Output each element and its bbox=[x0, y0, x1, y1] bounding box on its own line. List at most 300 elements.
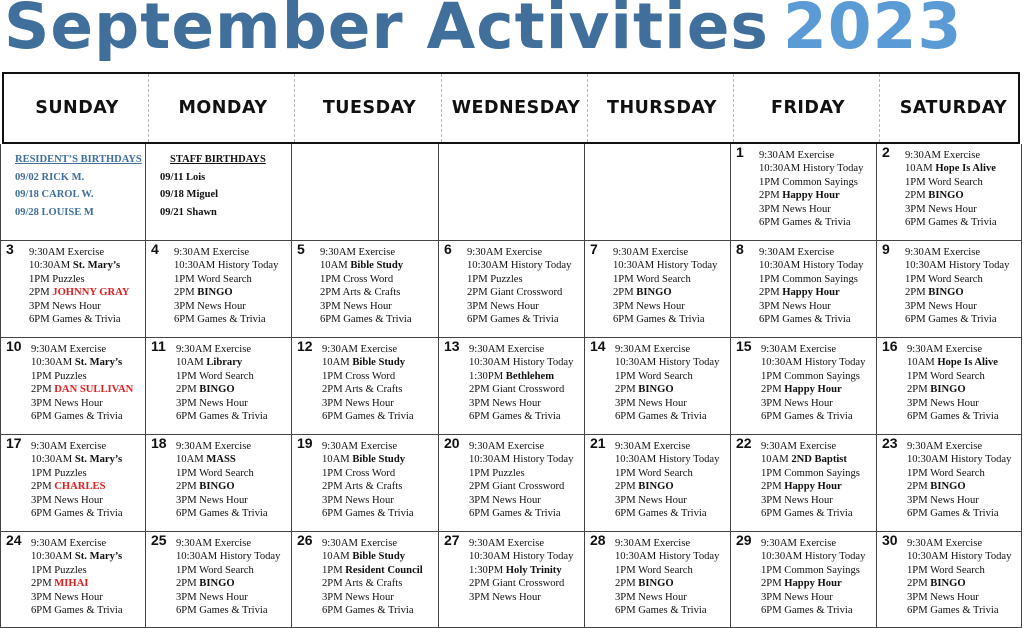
activity bbox=[469, 537, 582, 550]
day-cell bbox=[731, 338, 877, 435]
activity-text: 6PM Games & Trivia bbox=[29, 314, 121, 326]
activity-text: 9:30AM Exercise bbox=[29, 247, 105, 258]
day-cell bbox=[292, 338, 439, 435]
activity-text: 1PM Cross Word bbox=[320, 273, 394, 285]
activity-text: 2PM Giant Crossword bbox=[469, 384, 565, 396]
activity-text: 1PM bbox=[322, 564, 346, 576]
activity bbox=[905, 259, 1019, 272]
day-cell bbox=[146, 241, 292, 338]
activity-text: 1PM Word Search bbox=[176, 370, 254, 382]
activity bbox=[759, 286, 874, 299]
activity bbox=[320, 286, 436, 299]
activity-text: 6PM Games & Trivia bbox=[322, 508, 414, 520]
activity bbox=[761, 397, 874, 410]
activity bbox=[322, 356, 436, 369]
day-number: 23 bbox=[882, 435, 898, 451]
activity bbox=[759, 203, 874, 216]
featured-activity: BINGO bbox=[928, 287, 964, 299]
day-number: 27 bbox=[444, 532, 460, 548]
activity bbox=[761, 507, 874, 520]
activity-text: 1PM Word Search bbox=[174, 273, 252, 285]
activity bbox=[31, 507, 143, 520]
activity-text: 9:30AM Exercise bbox=[31, 344, 107, 355]
activity-list bbox=[31, 343, 143, 423]
featured-activity: MASS bbox=[206, 454, 236, 466]
day-number: 14 bbox=[590, 338, 606, 354]
activity-text: 1PM Word Search bbox=[176, 467, 254, 479]
day-cell bbox=[439, 532, 585, 628]
weekday-separator bbox=[441, 74, 442, 142]
activity bbox=[174, 273, 289, 286]
activity bbox=[615, 550, 728, 563]
activity-text: 2PM Giant Crossword bbox=[467, 287, 563, 299]
staff-birthdays bbox=[160, 151, 266, 221]
activity-text: 2PM bbox=[174, 287, 198, 299]
activity bbox=[761, 410, 874, 423]
day-cell bbox=[439, 435, 585, 532]
activity bbox=[615, 467, 728, 480]
activity-text: 1PM Puzzles bbox=[31, 564, 87, 576]
activity-text: 1PM Word Search bbox=[905, 273, 983, 285]
day-number: 18 bbox=[151, 435, 167, 451]
activity-text: 1PM Word Search bbox=[615, 564, 693, 576]
weekday-tuesday: TUESDAY bbox=[322, 98, 417, 118]
activity bbox=[29, 259, 143, 272]
activity bbox=[615, 577, 728, 590]
activity-text: 2PM bbox=[907, 384, 931, 396]
activity bbox=[469, 356, 582, 369]
activity-list bbox=[761, 343, 874, 423]
activity-text: 2PM bbox=[759, 190, 783, 202]
activity bbox=[905, 300, 1019, 313]
activity-text: 6PM Games & Trivia bbox=[176, 508, 268, 520]
activity-text: 10:30AM History Today bbox=[613, 260, 718, 272]
activity-text: 10:30AM History Today bbox=[615, 551, 720, 563]
activity bbox=[761, 467, 874, 480]
day-cell bbox=[0, 532, 146, 628]
activity-text: 10:30AM History Today bbox=[615, 357, 720, 369]
activity bbox=[322, 507, 436, 520]
activity-list bbox=[907, 537, 1019, 617]
activity-text: 3PM News Hour bbox=[174, 300, 246, 312]
activity bbox=[176, 440, 289, 453]
activity bbox=[615, 604, 728, 617]
activity bbox=[907, 343, 1019, 356]
day-cell bbox=[731, 435, 877, 532]
activity bbox=[176, 383, 289, 396]
activity bbox=[467, 273, 582, 286]
empty-day-cell bbox=[292, 144, 439, 241]
activity bbox=[759, 246, 874, 259]
activity-list bbox=[322, 440, 436, 520]
activity-text: 10:30AM bbox=[31, 551, 75, 563]
activity bbox=[469, 591, 582, 604]
activity-text: 3PM News Hour bbox=[905, 300, 977, 312]
activity bbox=[907, 577, 1019, 590]
activity-text: 10AM bbox=[322, 551, 353, 563]
day-cell bbox=[292, 532, 439, 628]
activity-text: 1:30PM bbox=[469, 564, 506, 576]
activity-list bbox=[176, 343, 289, 423]
day-number: 2 bbox=[882, 144, 890, 160]
activity-text: 2PM bbox=[907, 578, 931, 590]
activity-text: 10AM bbox=[905, 163, 936, 175]
featured-activity: St. Mary’s bbox=[74, 551, 123, 563]
activity-text: 9:30AM Exercise bbox=[469, 538, 545, 549]
activity bbox=[469, 343, 582, 356]
activity-list bbox=[322, 537, 436, 617]
activity bbox=[469, 383, 582, 396]
activity bbox=[905, 149, 1019, 162]
activity-text: 3PM News Hour bbox=[761, 397, 833, 409]
day-number: 13 bbox=[444, 338, 460, 354]
featured-activity: BINGO bbox=[199, 481, 235, 493]
activity-text: 3PM News Hour bbox=[615, 591, 687, 603]
activity bbox=[469, 507, 582, 520]
activity bbox=[759, 162, 874, 175]
activity bbox=[322, 537, 436, 550]
activity-text: 2PM Arts & Crafts bbox=[320, 287, 401, 299]
activity-list bbox=[761, 440, 874, 520]
activity-text: 3PM News Hour bbox=[31, 591, 103, 603]
activity bbox=[31, 410, 143, 423]
activity-text: 1PM Puzzles bbox=[31, 467, 87, 479]
featured-activity: Bible Study bbox=[352, 551, 406, 563]
activity bbox=[467, 246, 582, 259]
activity bbox=[761, 370, 874, 383]
featured-activity: Library bbox=[206, 357, 243, 369]
activity bbox=[907, 550, 1019, 563]
activity bbox=[905, 216, 1019, 229]
activity bbox=[31, 440, 143, 453]
activity bbox=[29, 313, 143, 326]
featured-activity: BINGO bbox=[930, 384, 966, 396]
activity bbox=[322, 440, 436, 453]
activity-text: 9:30AM Exercise bbox=[320, 247, 396, 258]
day-number: 5 bbox=[297, 241, 305, 257]
activity bbox=[176, 494, 289, 507]
day-cell bbox=[292, 241, 439, 338]
activity-text: 9:30AM Exercise bbox=[174, 247, 250, 258]
activity bbox=[907, 467, 1019, 480]
activity-text: 3PM News Hour bbox=[29, 300, 101, 312]
activity-text: 10:30AM History Today bbox=[615, 454, 720, 466]
staff-birthday-cell bbox=[146, 144, 292, 241]
activity bbox=[613, 313, 728, 326]
day-number: 26 bbox=[297, 532, 313, 548]
activity bbox=[176, 370, 289, 383]
day-number: 8 bbox=[736, 241, 744, 257]
activity-text: 2PM Arts & Crafts bbox=[322, 384, 403, 396]
activity-text: 9:30AM Exercise bbox=[467, 247, 543, 258]
featured-activity: St. Mary’s bbox=[72, 260, 121, 272]
activity bbox=[31, 356, 143, 369]
activity bbox=[469, 410, 582, 423]
activity-text: 2PM bbox=[615, 481, 639, 493]
resident-birthday: 09/02 RICK M. bbox=[15, 171, 85, 183]
weekday-thursday: THURSDAY bbox=[607, 98, 717, 118]
featured-activity: BINGO bbox=[638, 578, 674, 590]
title-main: September Activities bbox=[4, 0, 769, 63]
activity bbox=[907, 410, 1019, 423]
activity-text: 1PM Common Sayings bbox=[761, 467, 860, 479]
activity bbox=[759, 313, 874, 326]
day-number: 10 bbox=[6, 338, 22, 354]
activity-text: 6PM Games & Trivia bbox=[613, 314, 705, 326]
activity-text: 1PM Word Search bbox=[176, 564, 254, 576]
activity bbox=[31, 467, 143, 480]
activity-list bbox=[759, 149, 874, 229]
staff-birthday: 09/21 Shawn bbox=[160, 206, 217, 218]
activity-text: 10:30AM History Today bbox=[905, 260, 1010, 272]
activity bbox=[761, 564, 874, 577]
activity-text: 3PM News Hour bbox=[322, 397, 394, 409]
day-number: 1 bbox=[736, 144, 744, 160]
activity bbox=[322, 494, 436, 507]
featured-activity: Bible Study bbox=[352, 454, 406, 466]
activity bbox=[469, 577, 582, 590]
activity bbox=[176, 604, 289, 617]
activity bbox=[469, 397, 582, 410]
day-cell bbox=[585, 435, 731, 532]
activity bbox=[174, 259, 289, 272]
activity bbox=[29, 300, 143, 313]
activity-text: 9:30AM Exercise bbox=[469, 441, 545, 452]
activity-text: 3PM News Hour bbox=[31, 494, 103, 506]
weekday-sunday: SUNDAY bbox=[35, 98, 119, 118]
activity-text: 3PM News Hour bbox=[615, 397, 687, 409]
day-number: 25 bbox=[151, 532, 167, 548]
calendar-grid bbox=[0, 144, 1022, 628]
activity-text: 2PM Giant Crossword bbox=[469, 481, 565, 493]
activity-text: 6PM Games & Trivia bbox=[31, 508, 123, 520]
activity bbox=[174, 300, 289, 313]
activity-list bbox=[469, 440, 582, 520]
activity-text: 2PM Giant Crossword bbox=[469, 578, 565, 590]
activity-list bbox=[615, 440, 728, 520]
activity-text: 1PM Common Sayings bbox=[759, 176, 858, 188]
activity bbox=[615, 507, 728, 520]
featured-activity: Hope Is Alive bbox=[935, 163, 996, 175]
activity-text: 3PM News Hour bbox=[322, 591, 394, 603]
activity-text: 2PM Arts & Crafts bbox=[322, 481, 403, 493]
activity-text: 2PM bbox=[761, 578, 785, 590]
activity bbox=[176, 480, 289, 493]
activity bbox=[615, 343, 728, 356]
activity-text: 2PM bbox=[759, 287, 783, 299]
activity-text: 6PM Games & Trivia bbox=[176, 411, 268, 423]
activity bbox=[176, 507, 289, 520]
featured-activity: BINGO bbox=[636, 287, 672, 299]
day-number: 9 bbox=[882, 241, 890, 257]
activity-text: 3PM News Hour bbox=[320, 300, 392, 312]
activity bbox=[322, 591, 436, 604]
activity-text: 6PM Games & Trivia bbox=[759, 314, 851, 326]
activity-text: 9:30AM Exercise bbox=[615, 538, 691, 549]
activity-text: 6PM Games & Trivia bbox=[31, 411, 123, 423]
activity-text: 10AM bbox=[907, 357, 938, 369]
activity bbox=[31, 537, 143, 550]
activity bbox=[905, 246, 1019, 259]
activity-text: 2PM Arts & Crafts bbox=[322, 578, 403, 590]
featured-activity: BINGO bbox=[638, 384, 674, 396]
activity bbox=[761, 383, 874, 396]
activity-text: 1PM Word Search bbox=[907, 564, 985, 576]
day-cell bbox=[585, 532, 731, 628]
activity-text: 10AM bbox=[176, 357, 207, 369]
activity-text: 2PM bbox=[615, 578, 639, 590]
day-number: 3 bbox=[6, 241, 14, 257]
activity-text: 1PM Cross Word bbox=[322, 370, 396, 382]
birthday-cell bbox=[0, 144, 146, 241]
activity bbox=[615, 383, 728, 396]
activity-text: 9:30AM Exercise bbox=[176, 441, 252, 452]
activity-text: 3PM News Hour bbox=[176, 591, 248, 603]
featured-performer: DAN SULLIVAN bbox=[54, 384, 134, 396]
activity bbox=[615, 564, 728, 577]
activity bbox=[31, 343, 143, 356]
activity-text: 1PM Word Search bbox=[613, 273, 691, 285]
activity bbox=[176, 343, 289, 356]
day-number: 24 bbox=[6, 532, 22, 548]
activity-text: 9:30AM Exercise bbox=[905, 247, 981, 258]
day-cell bbox=[146, 532, 292, 628]
activity bbox=[322, 383, 436, 396]
activity-list bbox=[613, 246, 728, 326]
activity bbox=[322, 467, 436, 480]
activity-text: 6PM Games & Trivia bbox=[615, 605, 707, 617]
weekday-separator bbox=[148, 74, 149, 142]
day-cell bbox=[585, 241, 731, 338]
activity bbox=[907, 564, 1019, 577]
activity-text: 2PM bbox=[31, 481, 55, 493]
featured-activity: Happy Hour bbox=[784, 481, 842, 493]
activity bbox=[905, 176, 1019, 189]
activity bbox=[615, 356, 728, 369]
activity-list bbox=[176, 537, 289, 617]
featured-activity: Hope Is Alive bbox=[937, 357, 998, 369]
activity-list bbox=[907, 343, 1019, 423]
activity-text: 6PM Games & Trivia bbox=[761, 605, 853, 617]
activity bbox=[469, 453, 582, 466]
activity bbox=[615, 480, 728, 493]
activity bbox=[322, 453, 436, 466]
activity-list bbox=[31, 440, 143, 520]
day-cell bbox=[146, 435, 292, 532]
activity-text: 10:30AM History Today bbox=[907, 551, 1012, 563]
activity-text: 1PM Word Search bbox=[615, 370, 693, 382]
activity-text: 10:30AM History Today bbox=[761, 357, 866, 369]
activity-text: 3PM News Hour bbox=[615, 494, 687, 506]
activity-text: 9:30AM Exercise bbox=[907, 344, 983, 355]
day-number: 28 bbox=[590, 532, 606, 548]
activity bbox=[615, 494, 728, 507]
activity-text: 6PM Games & Trivia bbox=[905, 314, 997, 326]
activity-text: 2PM bbox=[905, 190, 929, 202]
featured-activity: Happy Hour bbox=[784, 384, 842, 396]
activity bbox=[907, 480, 1019, 493]
featured-activity: BINGO bbox=[638, 481, 674, 493]
featured-activity: Bible Study bbox=[352, 357, 406, 369]
activity bbox=[615, 440, 728, 453]
activity-text: 2PM bbox=[907, 481, 931, 493]
activity-text: 10:30AM History Today bbox=[761, 551, 866, 563]
activity bbox=[759, 273, 874, 286]
activity bbox=[761, 343, 874, 356]
day-cell bbox=[877, 338, 1022, 435]
weekday-separator bbox=[879, 74, 880, 142]
day-number: 16 bbox=[882, 338, 898, 354]
day-number: 30 bbox=[882, 532, 898, 548]
day-number: 6 bbox=[444, 241, 452, 257]
activity-text: 2PM bbox=[176, 481, 200, 493]
activity bbox=[613, 273, 728, 286]
featured-performer: CHARLES bbox=[54, 481, 106, 493]
activity-text: 1PM Puzzles bbox=[469, 467, 525, 479]
featured-activity: BINGO bbox=[930, 481, 966, 493]
staff-birthday: 09/11 Lois bbox=[160, 171, 206, 183]
activity bbox=[31, 370, 143, 383]
day-cell bbox=[731, 532, 877, 628]
activity-text: 1PM Word Search bbox=[905, 176, 983, 188]
activity-list bbox=[907, 440, 1019, 520]
activity-text: 3PM News Hour bbox=[176, 494, 248, 506]
activity-text: 1PM Puzzles bbox=[29, 273, 85, 285]
activity-text: 9:30AM Exercise bbox=[761, 344, 837, 355]
activity-text: 2PM bbox=[613, 287, 637, 299]
featured-activity: Resident Council bbox=[345, 564, 423, 576]
activity bbox=[174, 313, 289, 326]
day-number: 20 bbox=[444, 435, 460, 451]
activity-text: 9:30AM Exercise bbox=[322, 344, 398, 355]
day-cell bbox=[0, 338, 146, 435]
activity-text: 10:30AM History Today bbox=[469, 357, 574, 369]
featured-activity: Happy Hour bbox=[782, 287, 840, 299]
activity-text: 6PM Games & Trivia bbox=[761, 411, 853, 423]
activity-text: 3PM News Hour bbox=[759, 300, 831, 312]
activity-text: 2PM bbox=[31, 578, 55, 590]
weekday-saturday: SATURDAY bbox=[899, 98, 1008, 118]
weekday-separator bbox=[733, 74, 734, 142]
activity bbox=[176, 550, 289, 563]
activity-text: 1PM Puzzles bbox=[31, 370, 87, 382]
activity bbox=[759, 149, 874, 162]
activity-list bbox=[176, 440, 289, 520]
activity-text: 3PM News Hour bbox=[467, 300, 539, 312]
activity-text: 9:30AM Exercise bbox=[176, 344, 252, 355]
activity-text: 2PM bbox=[761, 481, 785, 493]
day-number: 15 bbox=[736, 338, 752, 354]
activity-text: 6PM Games & Trivia bbox=[469, 508, 561, 520]
activity bbox=[31, 604, 143, 617]
activity-text: 9:30AM Exercise bbox=[761, 538, 837, 549]
activity-text: 3PM News Hour bbox=[761, 591, 833, 603]
resident-birthdays bbox=[15, 151, 142, 221]
activity bbox=[761, 453, 874, 466]
activity bbox=[322, 564, 436, 577]
activity bbox=[761, 494, 874, 507]
activity-text: 1PM Cross Word bbox=[322, 467, 396, 479]
activity-text: 6PM Games & Trivia bbox=[320, 314, 412, 326]
weekday-monday: MONDAY bbox=[178, 98, 268, 118]
activity-list bbox=[29, 246, 143, 326]
activity bbox=[761, 591, 874, 604]
day-cell bbox=[731, 241, 877, 338]
day-number: 12 bbox=[297, 338, 313, 354]
activity bbox=[469, 550, 582, 563]
activity-text: 3PM News Hour bbox=[31, 397, 103, 409]
featured-activity: St. Mary’s bbox=[74, 357, 123, 369]
